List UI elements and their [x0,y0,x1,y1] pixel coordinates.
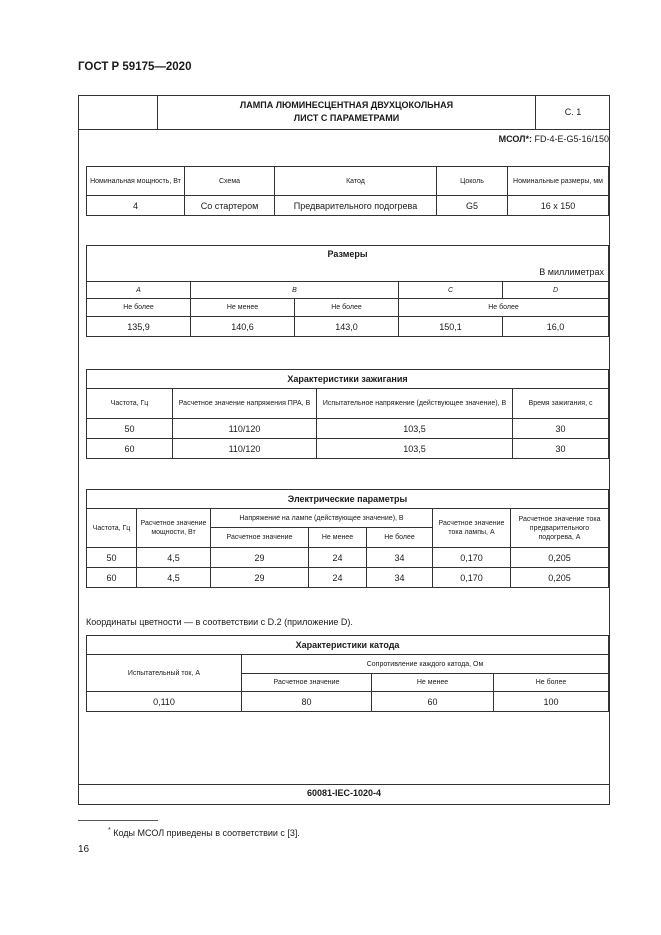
table-cell: 0,205 [511,548,609,568]
footer-divider [78,784,610,785]
dimension-letter-c: C [399,282,503,299]
table-cell: 24 [309,548,367,568]
table-cell: 4,5 [137,548,211,568]
table-header: Цоколь [437,167,508,196]
table-cell: 100 [494,692,609,712]
sheet-number: С. 1 [564,107,582,117]
dimension-limit: Не более [87,299,191,317]
table-cell: G5 [437,196,508,216]
table-header: Не менее [309,528,367,548]
sheet-title-line2: ЛИСТ С ПАРАМЕТРАМИ [293,113,400,123]
cathode-table [86,635,609,712]
table-header: Не более [367,528,433,548]
table-cell: 0,205 [511,568,609,588]
sheet-title-line1: ЛАМПА ЛЮМИНЕСЦЕНТНАЯ ДВУХЦОКОЛЬНАЯ [239,100,454,110]
table-cell: 0,110 [87,692,242,712]
dimension-limit: Не более [295,299,399,317]
table-cell: 0,170 [433,568,511,588]
page-number: 16 [78,844,90,855]
dimension-letter-b: B [191,282,399,299]
table-cell: 34 [367,548,433,568]
main-parameters-table [86,166,609,216]
table-cell: 16 x 150 [508,196,609,216]
mcol-code [499,134,609,144]
table-header: Не менее [372,674,494,692]
table-cell: 80 [242,692,372,712]
dimension-value: 150,1 [399,317,503,337]
ignition-caption: Характеристики зажигания [87,370,609,389]
table-header: Частота, Гц [87,509,137,548]
dimensions-table [86,245,609,337]
table-cell: 103,5 [317,439,513,459]
table-header: Испытательный ток, А [87,655,242,692]
ignition-table [86,369,609,459]
table-header: Расчетное значение тока лампы, А [433,509,511,548]
table-cell: Со стартером [185,196,275,216]
table-cell: 4,5 [137,568,211,588]
sheet-code: 60081-IEC-1020-4 [306,788,382,798]
table-header: Расчетное значение напряжения ПРА, В [173,389,317,419]
table-header: Время зажигания, с [513,389,609,419]
table-cell: 30 [513,439,609,459]
table-header: Номинальные размеры, мм [508,167,609,196]
table-header: Частота, Гц [87,389,173,419]
table-cell: 4 [87,196,185,216]
table-header: Не более [494,674,609,692]
header-left-cell [78,95,158,129]
table-header: Сопротивление каждого катода, Ом [242,655,609,674]
mcol-value: FD-4-E-G5-16/150 [534,134,609,144]
dimension-letter-d: D [503,282,609,299]
footnote [108,827,300,838]
cathode-caption: Характеристики катода [87,636,609,655]
footnote-mark: * [108,827,111,834]
dimensions-caption: Размеры [87,246,609,263]
table-cell: 50 [87,419,173,439]
chromaticity-note: Координаты цветности — в соответствии с D.2 (приложение D). [86,617,353,627]
dimension-letter-a: A [87,282,191,299]
table-cell: 34 [367,568,433,588]
electrical-caption: Электрические параметры [87,490,609,509]
table-cell: 110/120 [173,439,317,459]
table-cell: 24 [309,568,367,588]
sheet-title [158,95,536,129]
table-header: Расчетное значение мощности, Вт [137,509,211,548]
dimension-value: 16,0 [503,317,609,337]
mcol-label: МСОЛ*: [498,134,532,144]
dimension-value: 143,0 [295,317,399,337]
dimension-limit: Не менее [191,299,295,317]
table-cell: 50 [87,548,137,568]
table-cell: 0,170 [433,548,511,568]
electrical-table [86,489,609,588]
dimension-limit: Не более [399,299,609,317]
table-cell: 103,5 [317,419,513,439]
table-cell: 29 [211,548,309,568]
dimensions-unit: В миллиметрах [87,263,609,282]
document-title: ГОСТ Р 59175—2020 [78,61,192,73]
table-cell: 60 [87,568,137,588]
table-cell: 30 [513,419,609,439]
dimension-value: 140,6 [191,317,295,337]
table-cell: 60 [372,692,494,712]
table-cell: 60 [87,439,173,459]
table-header: Испытательное напряжение (действующее значение), В [317,389,513,419]
table-cell: 29 [211,568,309,588]
footnote-text: Коды МСОЛ приведены в соответствии с [3]. [113,828,300,838]
table-header: Номинальная мощность, Вт [87,167,185,196]
table-header: Расчетное значение [242,674,372,692]
footnote-divider [78,820,158,821]
table-header: Расчетное значение тока предварительного подогрева, А [511,509,609,548]
table-cell: Предварительного подогрева [275,196,437,216]
table-header: Катод [275,167,437,196]
table-cell: 110/120 [173,419,317,439]
table-header: Расчетное значение [211,528,309,548]
header-divider [78,129,610,130]
table-header: Напряжение на лампе (действующее значение), В [211,509,433,528]
dimension-value: 135,9 [87,317,191,337]
table-header: Схема [185,167,275,196]
